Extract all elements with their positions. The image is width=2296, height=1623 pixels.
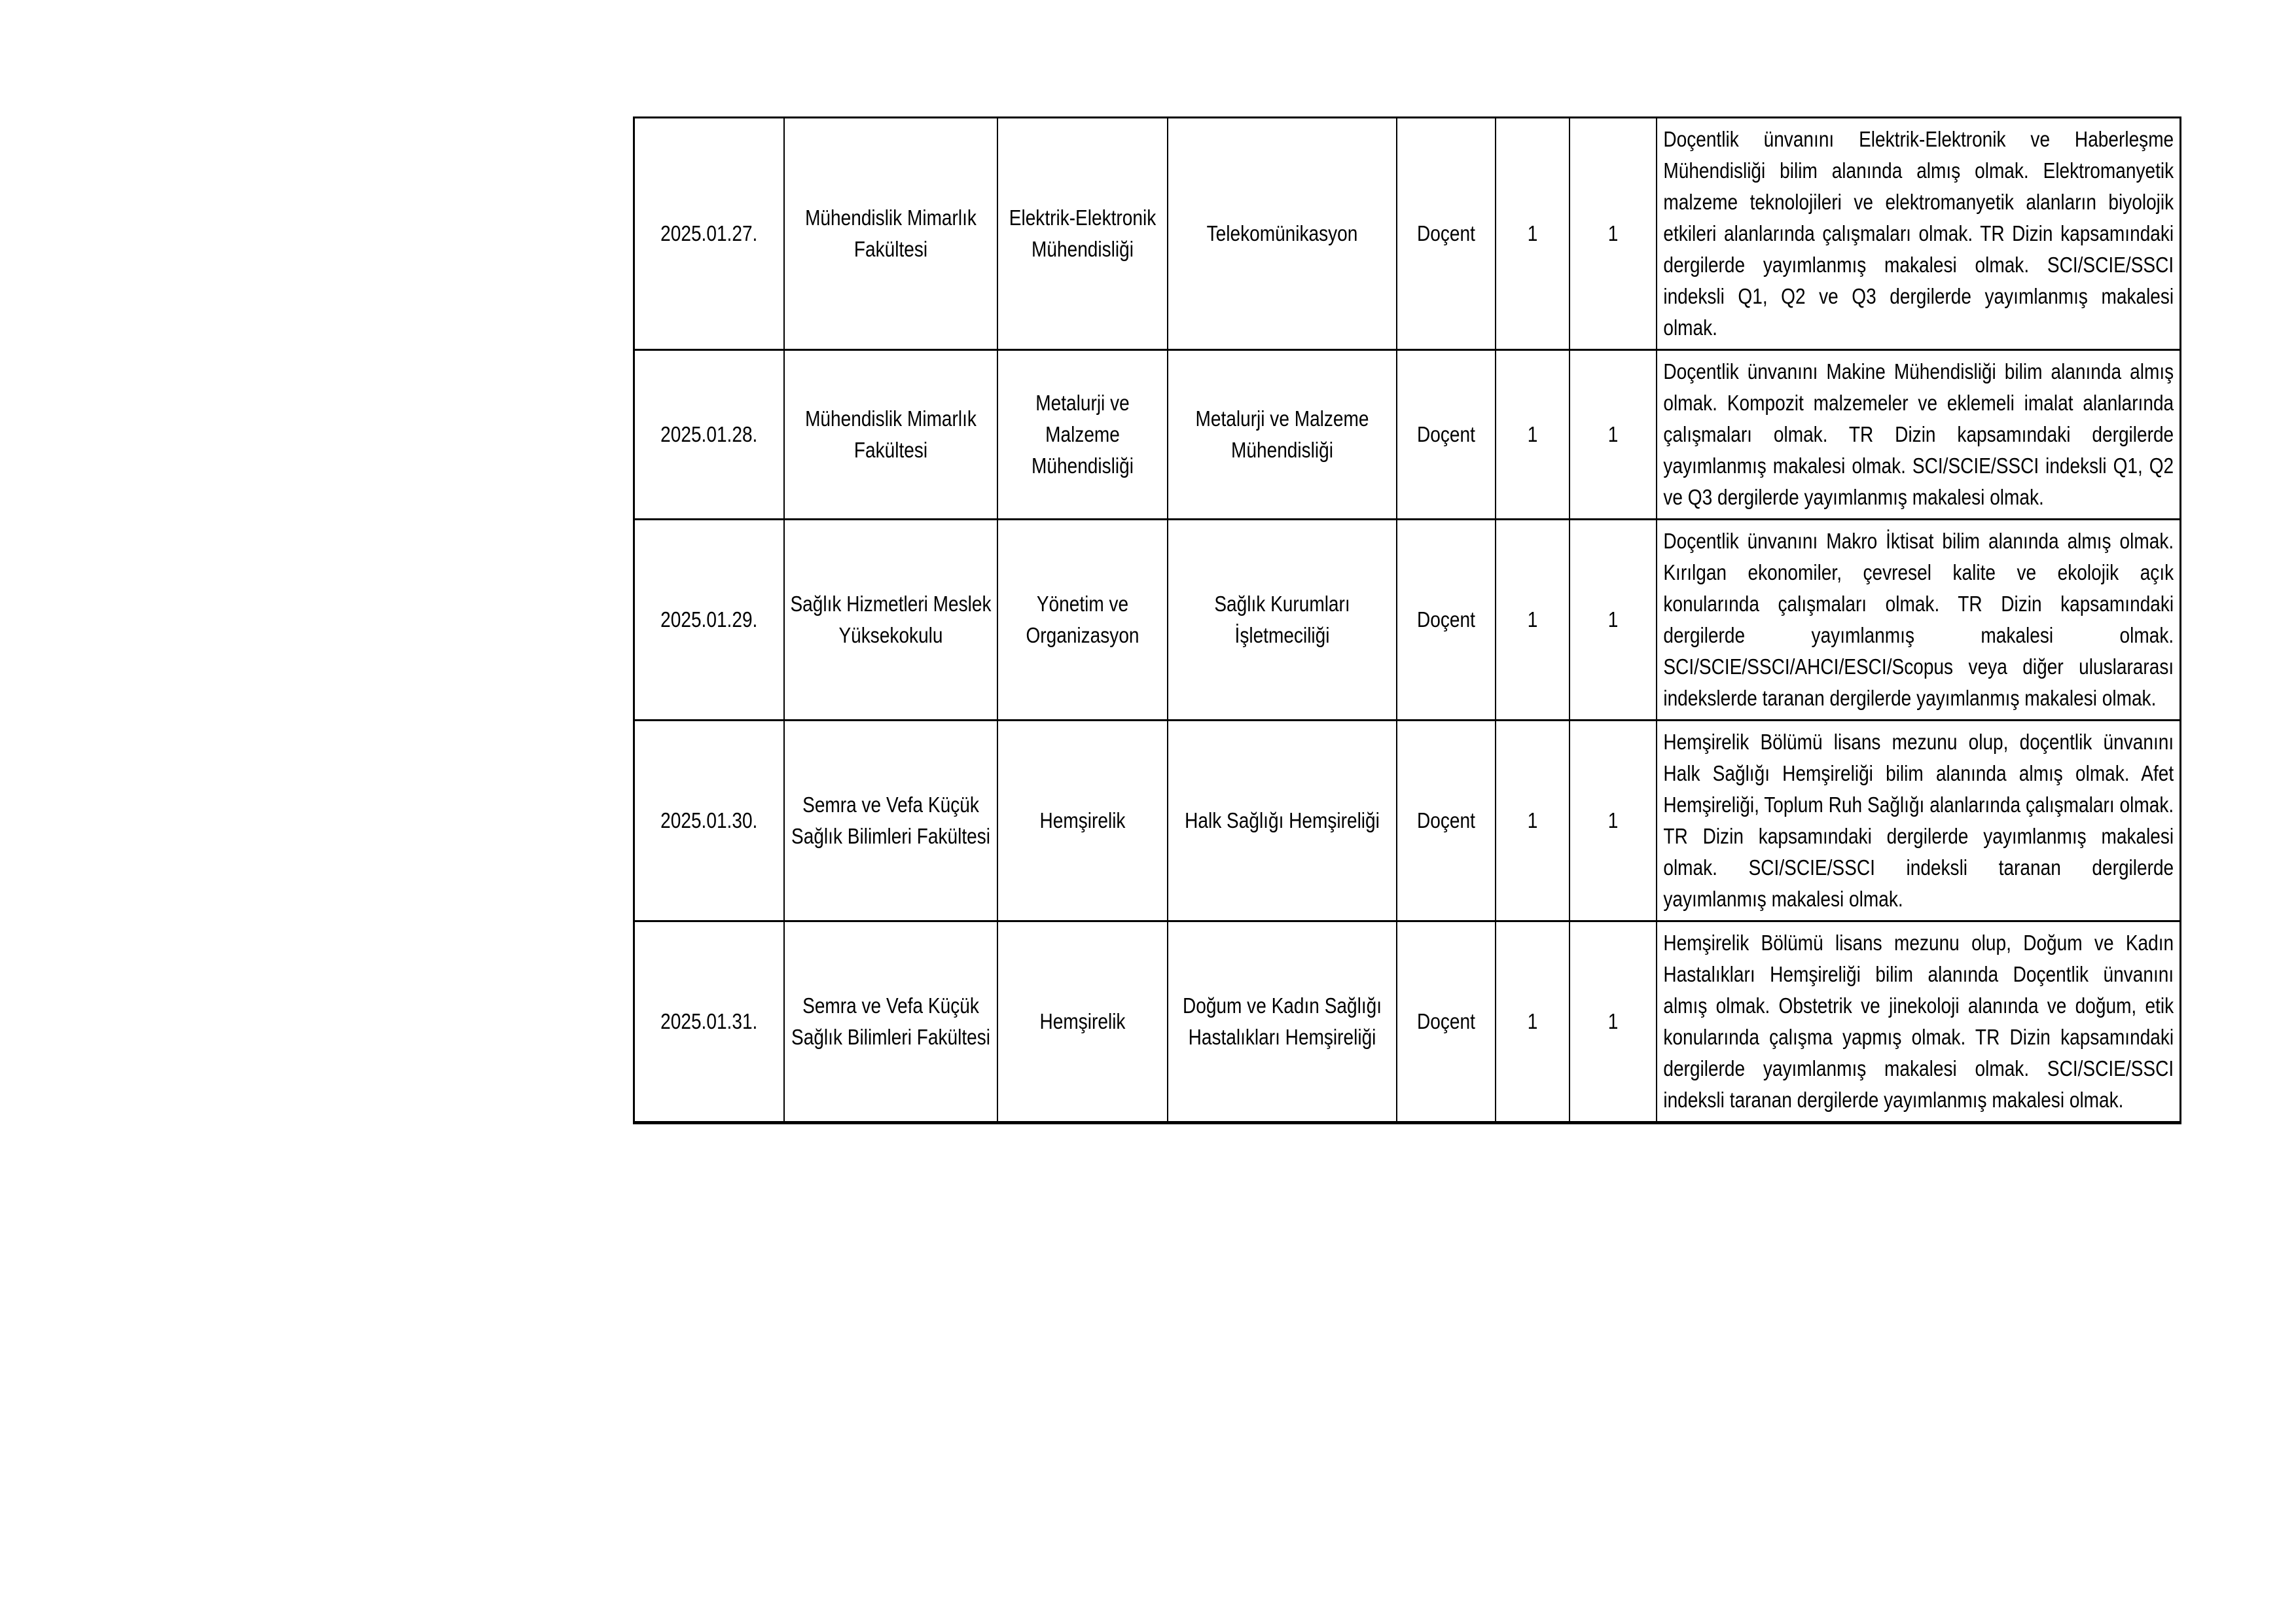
- cell-requirements: [1657, 921, 2181, 1123]
- title-value: Doçent: [1416, 221, 1475, 245]
- requirements-text: Doçentlik ünvanını Makro İktisat bilim alanında almış olmak. Kırılgan ekonomiler, çevresel kalite ve ekolojik açık konularında çalışmaları olmak. TR Dizin kapsamındaki dergilerde yayımlanmış makalesi olmak. SCI/SCIE/SSCI/AHCI/ESCI/Scopus veya diğer uluslararası indekslerde taranan dergilerde yayımlanmış makalesi olmak.: [1662, 529, 2174, 710]
- cell-date: [634, 520, 784, 721]
- date-value: 2025.01.28.: [660, 422, 758, 446]
- department-value: Hemşirelik: [1039, 808, 1125, 832]
- count-b-value: 1: [1607, 422, 1618, 446]
- date-value: 2025.01.31.: [660, 1009, 758, 1033]
- cell-department: [997, 118, 1168, 350]
- requirements-text: Hemşirelik Bölümü lisans mezunu olup, doçentlik ünvanını Halk Sağlığı Hemşireliği bilim alanında almış olmak. Afet Hemşireliği, Toplum Ruh Sağlığı alanlarında çalışmaları olmak. TR Dizin kapsamındaki dergilerde yayımlanmış makalesi olmak. SCI/SCIE/SSCI indeksli taranan dergilerde yayımlanmış makalesi olmak.: [1662, 730, 2174, 911]
- program-value: Sağlık Kurumları İşletmeciliği: [1213, 592, 1350, 647]
- cell-count-a: [1496, 350, 1570, 520]
- requirements-text: Doçentlik ünvanını Makine Mühendisliği bilim alanında almış olmak. Kompozit malzemeler ve eklemeli imalat alanlarında çalışmaları olmak. TR Dizin kapsamındaki dergilerde yayımlanmış makalesi olmak. SCI/SCIE/SSCI indeksli Q1, Q2 ve Q3 dergilerde yayımlanmış makalesi olmak.: [1662, 359, 2174, 509]
- cell-requirements: [1657, 721, 2181, 921]
- date-value: 2025.01.27.: [660, 221, 758, 245]
- cell-department: [997, 350, 1168, 520]
- department-value: Metalurji ve Malzeme Mühendisliği: [1031, 391, 1134, 478]
- count-a-value: 1: [1527, 1009, 1537, 1033]
- count-b-value: 1: [1607, 808, 1618, 832]
- cell-title: [1397, 721, 1496, 921]
- title-value: Doçent: [1416, 1009, 1475, 1033]
- cell-count-b: [1570, 350, 1657, 520]
- department-value: Hemşirelik: [1039, 1009, 1125, 1033]
- count-b-value: 1: [1607, 1009, 1618, 1033]
- program-value: Metalurji ve Malzeme Mühendisliği: [1195, 406, 1369, 462]
- cell-title: [1397, 520, 1496, 721]
- cell-department: [997, 520, 1168, 721]
- title-value: Doçent: [1416, 808, 1475, 832]
- table-row: [634, 118, 2181, 350]
- table-row: [634, 520, 2181, 721]
- faculty-value: Semra ve Vefa Küçük Sağlık Bilimleri Fakültesi: [791, 993, 990, 1049]
- cell-count-b: [1570, 118, 1657, 350]
- faculty-value: Mühendislik Mimarlık Fakültesi: [804, 406, 977, 462]
- requirements-text: Doçentlik ünvanını Elektrik-Elektronik ve Haberleşme Mühendisliği bilim alanında almış olmak. Elektromanyetik malzeme teknolojileri ve elektromanyetik alanların biyolojik etkileri alanlarında çalışmaları olmak. TR Dizin kapsamındaki dergilerde yayımlanmış makalesi olmak. SCI/SCIE/SSCI indeksli Q1, Q2 ve Q3 dergilerde yayımlanmış makalesi olmak.: [1662, 127, 2174, 340]
- vacancy-table: [633, 116, 2181, 1124]
- cell-faculty: [784, 118, 997, 350]
- cell-program: [1168, 921, 1397, 1123]
- cell-department: [997, 721, 1168, 921]
- cell-count-a: [1496, 721, 1570, 921]
- cell-date: [634, 118, 784, 350]
- cell-date: [634, 921, 784, 1123]
- count-a-value: 1: [1527, 607, 1537, 632]
- program-value: Doğum ve Kadın Sağlığı Hastalıkları Hemşireliği: [1182, 993, 1382, 1049]
- table-row: [634, 721, 2181, 921]
- cell-requirements: [1657, 118, 2181, 350]
- cell-program: [1168, 520, 1397, 721]
- cell-count-a: [1496, 520, 1570, 721]
- department-value: Yönetim ve Organizasyon: [1025, 592, 1139, 647]
- title-value: Doçent: [1416, 607, 1475, 632]
- table-row: [634, 921, 2181, 1123]
- faculty-value: Semra ve Vefa Küçük Sağlık Bilimleri Fakültesi: [791, 793, 990, 848]
- count-b-value: 1: [1607, 221, 1618, 245]
- department-value: Elektrik-Elektronik Mühendisliği: [1009, 205, 1156, 261]
- requirements-text: Hemşirelik Bölümü lisans mezunu olup, Doğum ve Kadın Hastalıkları Hemşireliği bilim alanında Doçentlik ünvanını almış olmak. Obstetrik ve jinekoloji alanında ve doğum, etik konularında çalışma yapmış olmak. TR Dizin kapsamındaki dergilerde yayımlanmış makalesi olmak. SCI/SCIE/SSCI indeksli taranan dergilerde yayımlanmış makalesi olmak.: [1662, 931, 2174, 1112]
- cell-title: [1397, 118, 1496, 350]
- cell-count-b: [1570, 520, 1657, 721]
- cell-program: [1168, 721, 1397, 921]
- count-a-value: 1: [1527, 422, 1537, 446]
- faculty-value: Sağlık Hizmetleri Meslek Yüksekokulu: [789, 592, 992, 647]
- program-value: Halk Sağlığı Hemşireliği: [1184, 808, 1380, 832]
- table-row: [634, 350, 2181, 520]
- cell-faculty: [784, 350, 997, 520]
- date-value: 2025.01.29.: [660, 607, 758, 632]
- cell-count-b: [1570, 721, 1657, 921]
- cell-date: [634, 721, 784, 921]
- cell-requirements: [1657, 520, 2181, 721]
- date-value: 2025.01.30.: [660, 808, 758, 832]
- count-a-value: 1: [1527, 808, 1537, 832]
- count-b-value: 1: [1607, 607, 1618, 632]
- faculty-value: Mühendislik Mimarlık Fakültesi: [804, 205, 977, 261]
- cell-title: [1397, 350, 1496, 520]
- cell-count-a: [1496, 118, 1570, 350]
- program-value: Telekomünikasyon: [1206, 221, 1357, 245]
- cell-program: [1168, 118, 1397, 350]
- cell-faculty: [784, 921, 997, 1123]
- title-value: Doçent: [1416, 422, 1475, 446]
- cell-title: [1397, 921, 1496, 1123]
- cell-count-a: [1496, 921, 1570, 1123]
- cell-department: [997, 921, 1168, 1123]
- cell-faculty: [784, 520, 997, 721]
- cell-date: [634, 350, 784, 520]
- cell-faculty: [784, 721, 997, 921]
- cell-count-b: [1570, 921, 1657, 1123]
- count-a-value: 1: [1527, 221, 1537, 245]
- cell-requirements: [1657, 350, 2181, 520]
- cell-program: [1168, 350, 1397, 520]
